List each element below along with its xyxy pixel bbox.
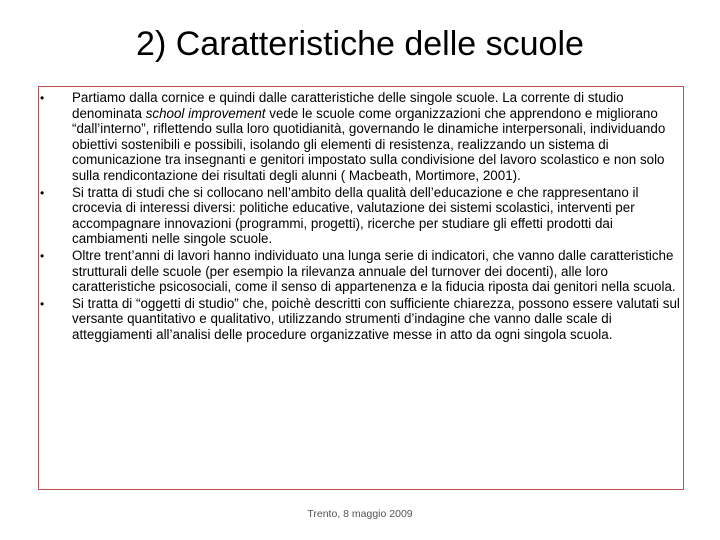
list-item: [40, 296, 680, 343]
bullet-icon: •: [40, 248, 45, 263]
bullet-icon: •: [40, 296, 45, 311]
bullet-icon: •: [40, 91, 45, 105]
footer-text: Trento, 8 maggio 2009: [307, 508, 413, 520]
slide-title: 2) Caratteristiche delle scuole: [136, 25, 584, 63]
bullet-text: Oltre trent’anni di lavori hanno individuato una lunga serie di indicatori, che vanno dalle caratteristiche strutturali delle scuole (per esempio la rilevanza annuale del turnover dei docenti), alle loro caratteristiche psicosociali, come il senso di appartenenza e la fiducia riposta dai genitori nella scuola.: [72, 247, 676, 295]
bullet-list: [40, 90, 680, 344]
list-item: [40, 248, 680, 295]
bullet-text: Si tratta di studi che si collocano nell’ambito della qualità dell’educazione e che rappresentano il crocevia di interessi diversi: politiche educative, valutazione dei sistemi scolastici, interventi per accompagnare innovazioni (programmi, progetti), ricerche per studiare gli effetti prodotti dai cambiamenti nelle singole scuole.: [72, 184, 639, 247]
bullet-icon: •: [40, 185, 45, 200]
emphasis-text: school improvement: [145, 105, 266, 121]
bullet-text: Partiamo dalla cornice e quindi dalle caratteristiche delle singole scuole. La corrente di studio denominata school improvement vede le scuole come organizzazioni che apprendono e migliorano “dall’interno”, riflettendo sulla loro quotidianità, governando le dinamiche interpersonali, individuando obiettivi sostenibili e possibili, isolando gli elementi di resistenza, realizzando un sistema di comunicazione tra insegnanti e genitori impostato sulla condivisione del lavoro scolastico e non solo sulla rendicontazione dei risultati degli alunni ( Macbeath, Mortimore, 2001).: [72, 90, 666, 183]
bullet-text: Si tratta di “oggetti di studio” che, poichè descritti con sufficiente chiarezza, possono essere valutati sul versante quantitativo e qualitativo, utilizzando strumenti d’indagine che vanno dalle scale di atteggiamenti all’analisi delle procedure organizzative messe in atto da ogni singola scuola.: [72, 295, 680, 342]
list-item: [40, 90, 680, 184]
list-item: [40, 185, 680, 247]
